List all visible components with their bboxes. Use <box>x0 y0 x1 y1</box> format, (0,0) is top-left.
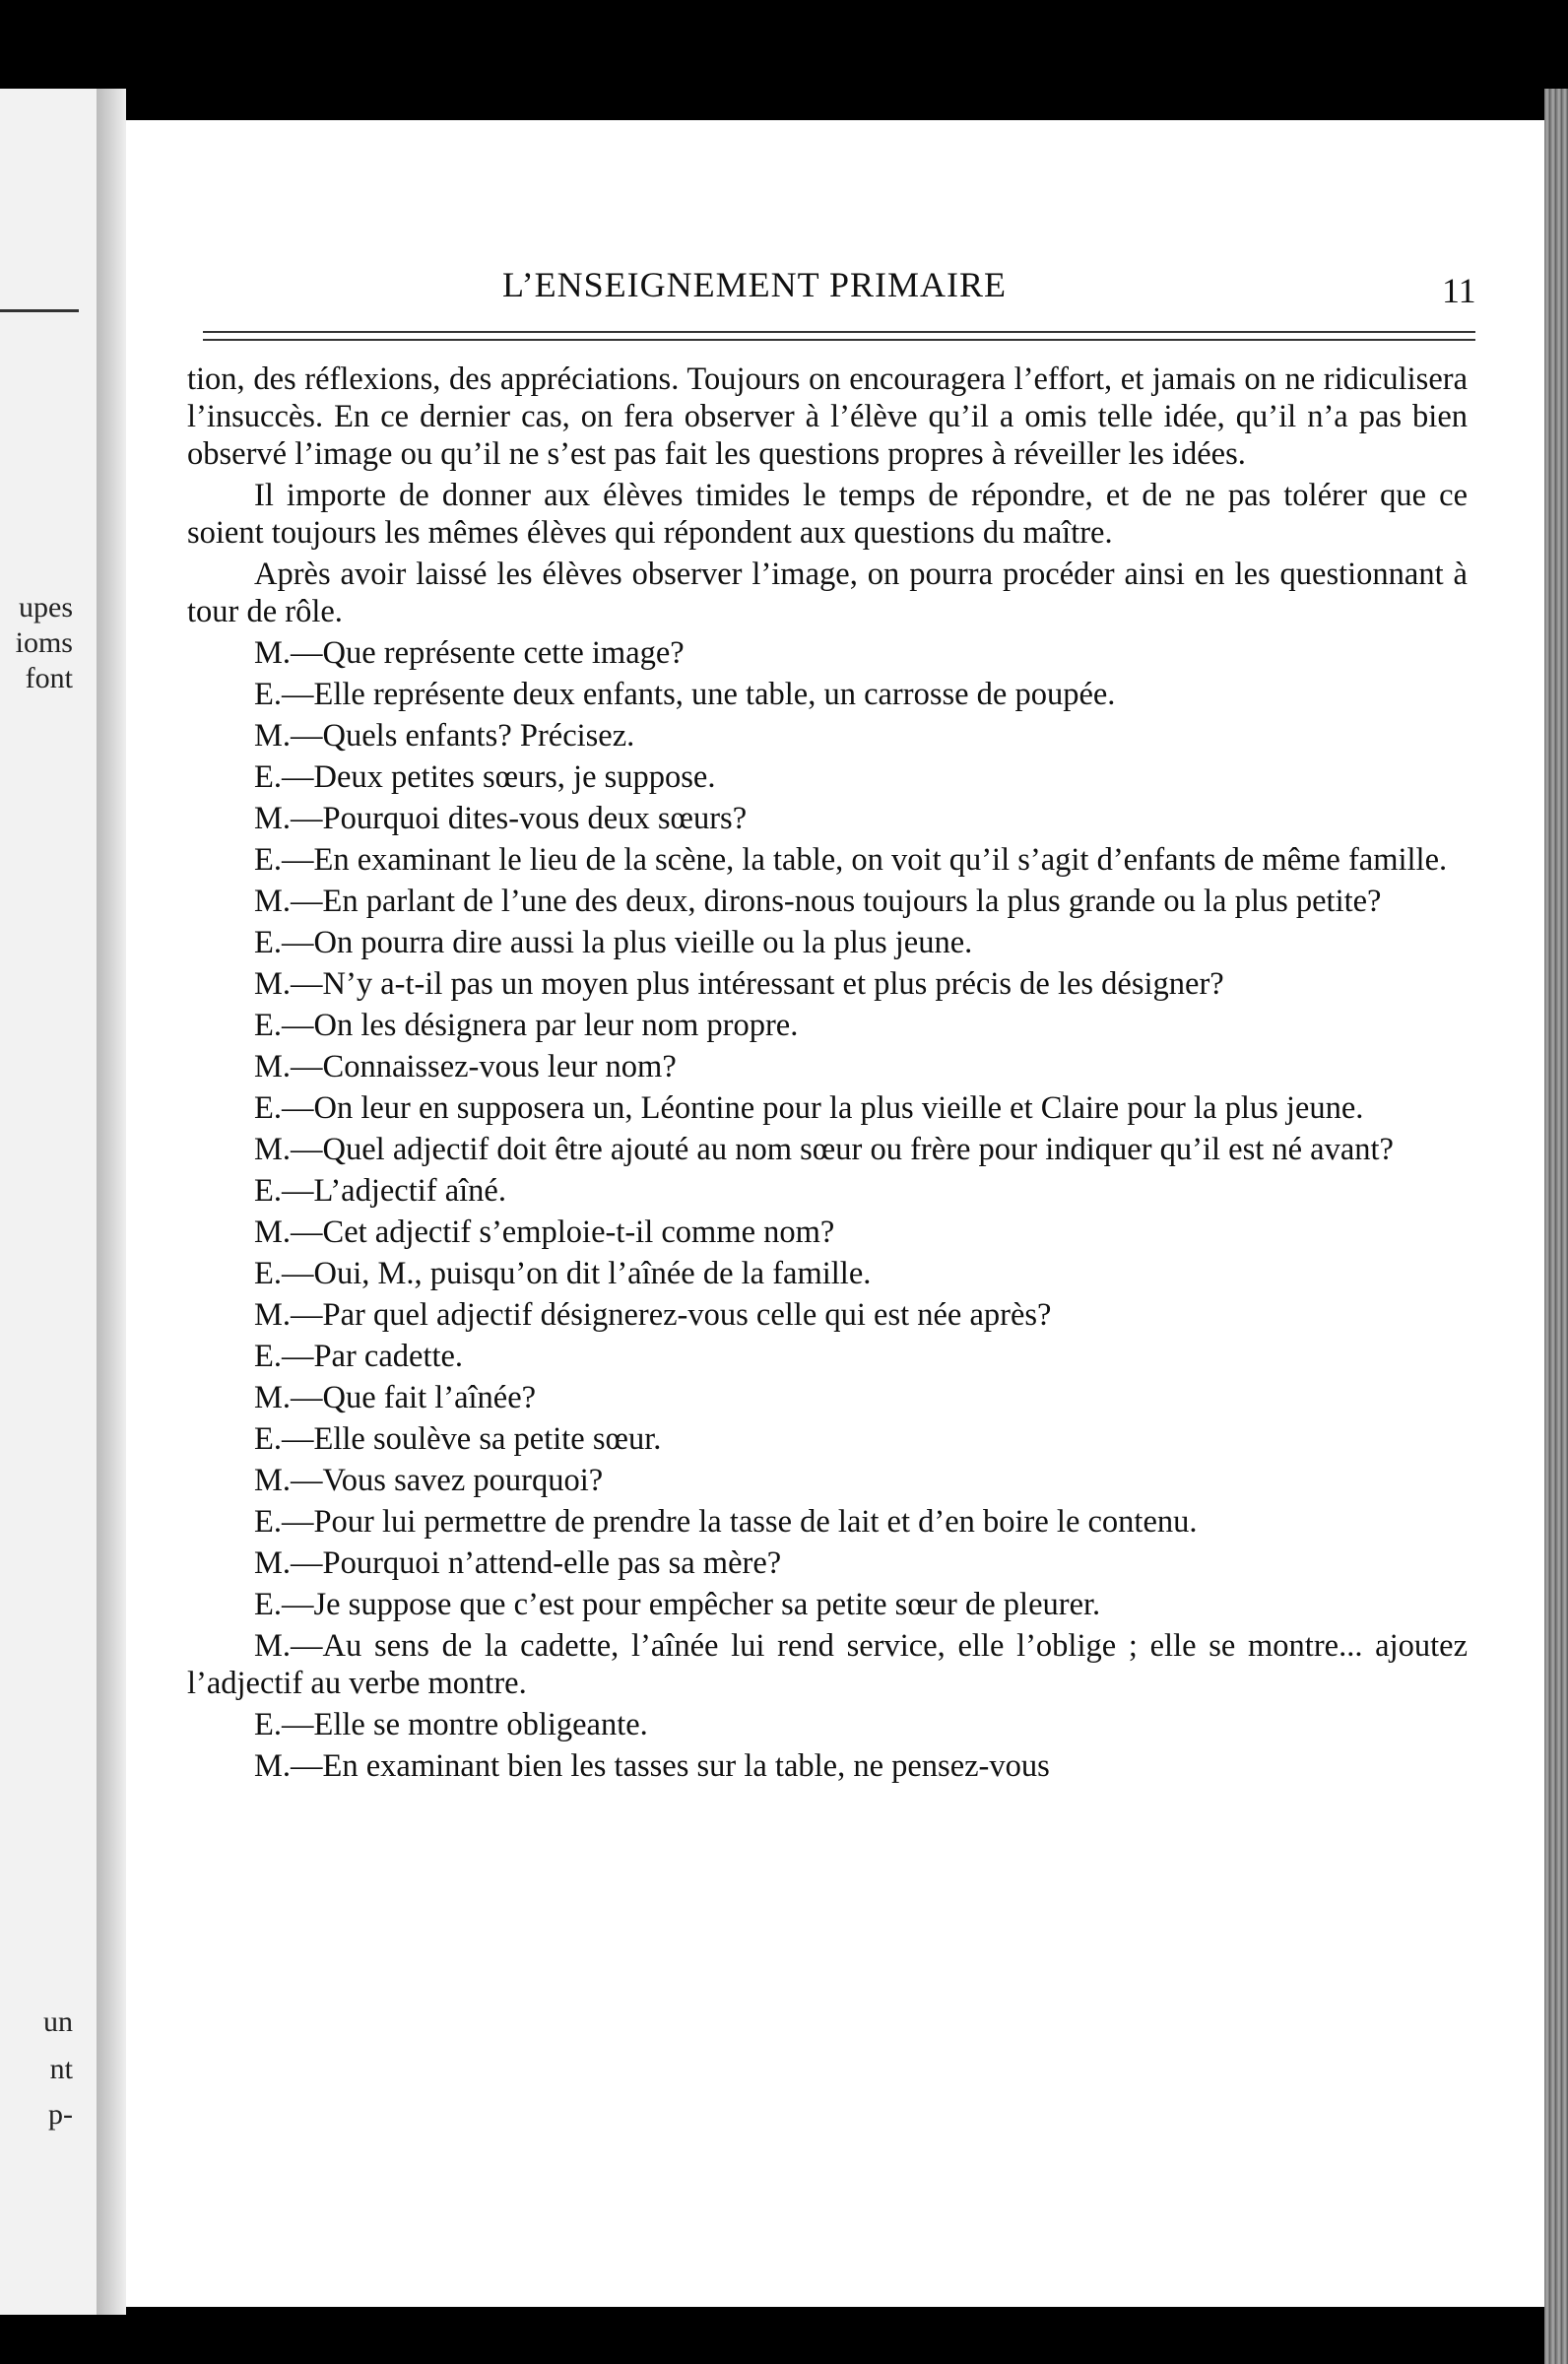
paragraph: Après avoir laissé les élèves observer l’image, on pourra procéder ainsi en les questionnant à tour de rôle. <box>187 557 1468 629</box>
dialogue-line: E.—Par cadette. <box>254 1339 464 1374</box>
dialogue-line: M.—Que fait l’aînée? <box>254 1380 537 1415</box>
dialogue-line: E.—L’adjectif aîné. <box>254 1173 506 1209</box>
dialogue-line: E.—Elle représente deux enfants, une table, un carrosse de poupée. <box>254 677 1116 712</box>
dialogue-line: E.—Elle soulève sa petite sœur. <box>254 1421 662 1457</box>
book-page <box>126 120 1544 2307</box>
paragraph: tion, des réflexions, des appréciations. Toujours on encouragera l’effort, et jamais on ne ridiculisera l’insuccès. En ce dernier cas, on fera observer à l’élève qu’il a omis telle idée, qu’il n’a pas bien observé l’image ou qu’il ne s’est pas fait les questions propres à réveiller les idées. <box>187 361 1468 472</box>
dialogue-line: M.—Que représente cette image? <box>254 635 685 671</box>
facing-page-fragment: p- <box>48 2098 73 2131</box>
facing-page-fragment: upes <box>19 591 73 624</box>
dialogue-line: E.—On pourra dire aussi la plus vieille ou la plus jeune. <box>254 925 973 960</box>
facing-page-fragment: ioms <box>15 626 73 659</box>
facing-page-rule <box>0 309 79 312</box>
dialogue-line: E.—On leur en supposera un, Léontine pour la plus vieille et Claire pour la plus jeune. <box>254 1090 1364 1126</box>
dialogue-line: M.—Au sens de la cadette, l’aînée lui rend service, elle l’oblige ; elle se montre... ajoutez l’adjectif au verbe montre. <box>187 1628 1468 1701</box>
dialogue-line: E.—Elle se montre obligeante. <box>254 1707 648 1742</box>
body-text <box>187 361 1468 1789</box>
dialogue-line: M.—N’y a-t-il pas un moyen plus intéressant et plus précis de les désigner? <box>254 966 1224 1002</box>
dialogue-line: E.—En examinant le lieu de la scène, la table, on voit qu’il s’agit d’enfants de même famille. <box>254 842 1448 878</box>
facing-page-edge <box>0 89 97 2315</box>
dialogue-line: M.—Connaissez-vous leur nom? <box>254 1049 677 1084</box>
page-stack-edge <box>1544 89 1568 2364</box>
paragraph: Il importe de donner aux élèves timides le temps de répondre, et de ne pas tolérer que ce soient toujours les mêmes élèves qui répondent aux questions du maître. <box>187 478 1468 551</box>
page-number: 11 <box>1442 271 1476 310</box>
dialogue-line: M.—Par quel adjectif désignerez-vous celle qui est née après? <box>254 1297 1052 1333</box>
dialogue-line: M.—En examinant bien les tasses sur la table, ne pensez-vous <box>254 1748 1050 1784</box>
facing-page-fragment: font <box>25 662 73 694</box>
dialogue-line: E.—Pour lui permettre de prendre la tasse de lait et d’en boire le contenu. <box>254 1504 1198 1540</box>
dialogue-line: M.—Pourquoi dites-vous deux sœurs? <box>254 801 748 836</box>
dialogue-line: E.—Deux petites sœurs, je suppose. <box>254 759 716 795</box>
dialogue-line: E.—Oui, M., puisqu’on dit l’aînée de la famille. <box>254 1256 872 1291</box>
dialogue-line: M.—En parlant de l’une des deux, dirons-nous toujours la plus grande ou la plus petite? <box>254 884 1382 919</box>
facing-page-fragment: nt <box>49 2053 73 2085</box>
dialogue-line: M.—Quel adjectif doit être ajouté au nom sœur ou frère pour indiquer qu’il est né avant? <box>254 1132 1394 1167</box>
header-rule <box>203 331 1475 341</box>
dialogue-line: M.—Vous savez pourquoi? <box>254 1463 604 1498</box>
running-title: L’ENSEIGNEMENT PRIMAIRE <box>502 265 1008 304</box>
dialogue-line: M.—Cet adjectif s’emploie-t-il comme nom? <box>254 1215 835 1250</box>
book-gutter <box>97 89 126 2315</box>
facing-page-fragment: un <box>43 2005 73 2038</box>
dialogue-line: M.—Quels enfants? Précisez. <box>254 718 635 754</box>
dialogue-line: E.—Je suppose que c’est pour empêcher sa petite sœur de pleurer. <box>254 1587 1101 1622</box>
dialogue-line: E.—On les désignera par leur nom propre. <box>254 1008 799 1043</box>
dialogue-line: M.—Pourquoi n’attend-elle pas sa mère? <box>254 1545 782 1581</box>
